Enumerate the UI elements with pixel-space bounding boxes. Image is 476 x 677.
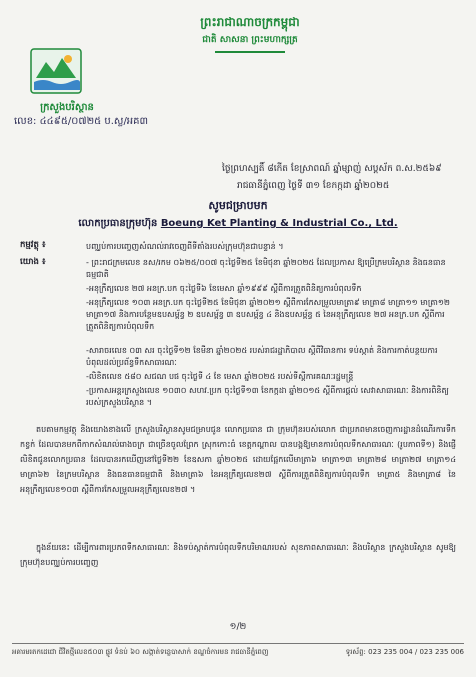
footer (12, 648, 464, 658)
footer-phone: ទូរស័ព្ទ: 023 235 004 / 023 235 006 (345, 648, 464, 656)
reference-item: -លិខិតលេខ ៥៨០ សជណ បផ ចុះថ្ងៃទី ៤ ខែ មេសា ឆ្នាំ២០២៥ របស់ទីស្តីការគណៈរដ្ឋមន្ត្រី (86, 372, 354, 381)
footer-address: អគារមរតកដេជោ ជីវិតថ្មីលេខ៥០៣ ផ្លូវ ទំនប់ ៦០ សង្កាត់ទន្លេបាសាក់ ខណ្ឌចំការមន រាជធានីភ្នំពេញ (12, 648, 269, 656)
subject-label: កម្មវត្ថុ ៖ (20, 240, 46, 250)
reference-item: - ព្រះរាជក្រមលេខ នស/រកម ០៦២៥/០០៧ ចុះថ្ងៃទី២៥ ខែមិថុនា ឆ្នាំ២០២៥ ដែលប្រកាស ឱ្យប្រើក្រមបរិស្ថាន និងធនធានធម្មជាតិ (86, 258, 446, 279)
reference-number: លេខ: ៤៤៩៥/០៧២៥ ប.ស្ល/អគ៣ (14, 116, 149, 127)
body-paragraph-1: តបតាមកម្មវត្ថុ និងយោងខាងលើ ក្រសួងបរិស្ថានសូមជម្រាបជូន លោកប្រធាន ជា ក្រុមហ៊ុនរបស់លោក ជាប្រភពមានចេញការដ្ឋានដំណើរការទឹកកខ្វក់ ដែលបានមកពីកាកសំណល់រោងចក្រ ជាច្រើនចូលព្រែក ស្រុកកោះធំ ខេត្តកណ្តាល បានបង្កឱ្យមានការបំពុលទឹកសាធារណៈ (រូបភាពទី១) និងផ្ញើលិខិតជូនលោកប្រធាន ដែលបានរកឃើញនៅថ្ងៃទី២២ ខែឧសភា ឆ្នាំ២០២៥ ដោយផ្អែកលើមាត្រា៦ មាត្រា១៣ មាត្រា២៨ មាត្រា២៧ មាត្រា១៤ មាត្រា៦២ នៃក្រមបរិស្ថាន និងធនធានធម្មជាតិ និងមាត្រា៦ នៃអនុក្រឹត្យលេខ២៧ ស្តីពីការត្រួតពិនិត្យការបំពុលទឹក មាត្រា៥ និងមាត្រា៨ នៃអនុក្រឹត្យលេខ១០៣ ស្តីពីការកែសម្រួលអនុក្រឹត្យលេខ២៧ ។ (20, 425, 456, 494)
salutation: សូមជម្រាបមក (208, 199, 268, 212)
recipient-prefix: លោកប្រធានក្រុមហ៊ុន (78, 218, 158, 229)
kingdom-title: ព្រះរាជាណាចក្រកម្ពុជា (200, 15, 300, 29)
national-motto: ជាតិ សាសនា ព្រះមហាក្សត្រ (202, 35, 298, 45)
subject-text: បញ្ឈប់ការបញ្ចេញសំណល់រាវចេញពីទីតាំងរបស់ក្រុមហ៊ុនជាបន្ទាន់ ។ (86, 242, 284, 251)
recipient (0, 216, 476, 231)
motto-divider (215, 51, 285, 53)
ministry-name: ក្រសួងបរិស្ថាន (40, 102, 94, 113)
recipient-company: Boeung Ket Planting & Industrial Co., Ltd. (160, 218, 398, 229)
body-paragraph-2: ក្នុងន័យនេះ ដើម្បីការពារប្រភពទឹកសាធារណៈ និងទប់ស្កាត់ការបំពុលទឹកបរិមាណរបស់ សុខភាពសាធារណៈ និងបរិស្ថាន ក្រសួងបរិស្ថាន សូមឱ្យក្រុមហ៊ុនបញ្ឈប់ការបញ្ចេញ (20, 543, 456, 567)
reference-item: -អនុក្រឹត្យលេខ ២៧ អនក្រ.បក ចុះថ្ងៃទី៦ ខែមេសា ឆ្នាំ១៩៩៩ ស្តីពីការត្រួតពិនិត្យការបំពុលទឹក (86, 284, 362, 293)
reference-item: -សារាចរលេខ ០៣ សរ ចុះថ្ងៃទី១២ ខែមីនា ឆ្នាំ២០២៥ របស់រាជរដ្ឋាភិបាល ស្តីពីវិធានការ ទប់ស្កាត់ និងការកាត់បន្ថយការបំពុលដល់ប្រព័ន្ធទឹកសាធារណៈ (86, 346, 438, 367)
ministry-logo-icon (30, 48, 82, 94)
reference-item: -អនុក្រឹត្យលេខ ១០៣ អនក្រ.បក ចុះថ្ងៃទី២៥ ខែមិថុនា ឆ្នាំ២០២១ ស្តីពីការកែសម្រួលមាត្រា៩ មាត្រា៨ មាត្រា១១ មាត្រា១២ មាត្រា១៧ និងការបន្ថែមឧបសម្ព័ន្ធ ២ ឧបសម្ព័ន្ធ ៣ ឧបសម្ព័ន្ធ ៤ និងឧបសម្ព័ន្ធ ៥ នៃអនុក្រឹត្យលេខ ២៧ អនក្រ.បក ស្តីពីការត្រួតពិនិត្យការបំពុលទឹក (86, 298, 450, 331)
solar-date: រាជធានីភ្នំពេញ ថ្ងៃទី ៣១ ខែកក្កដា ឆ្នាំ២០២៥ (237, 181, 390, 191)
references-label: យោង ៖ (20, 257, 46, 267)
lunar-date: ថ្ងៃព្រហស្បតិ៍ ៨កើត ខែស្រាពណ៍ ឆ្នាំម្សាញ់ សប្តស័ក ព.ស.២៥៦៩ (222, 164, 442, 174)
reference-item: -ប្រកាសអន្តរក្រសួងលេខ ១០៣០ សហវ.ប្រក ចុះថ្ងៃទី១៣ ខែកក្កដា ឆ្នាំ២០១៥ ស្តីពីការផ្តល់ សេវាសាធារណៈ និងការពិនិត្យរបស់ក្រសួងបរិស្ថាន ។ (86, 386, 449, 407)
page-number: ១/២ (229, 622, 247, 632)
footer-divider (12, 643, 464, 644)
